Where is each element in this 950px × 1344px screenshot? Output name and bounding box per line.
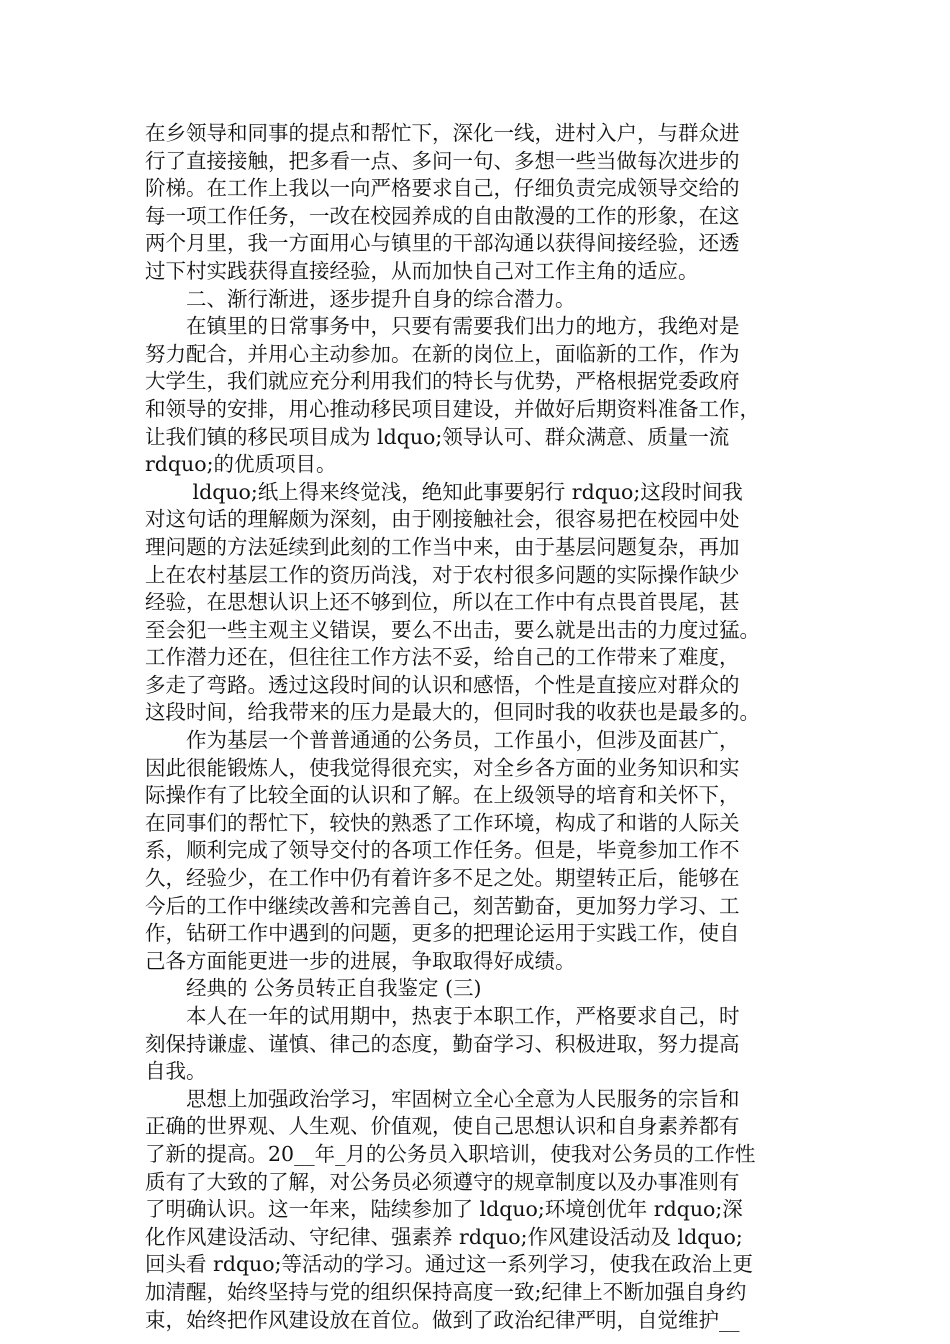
document-line: ldquo;纸上得来终觉浅，绝知此事要躬行 rdquo;这段时间我 xyxy=(145,479,743,504)
document-line: 系，顺利完成了领导交付的各项工作任务。但是，毕竟参加工作不 xyxy=(145,838,740,863)
document-line: 和领导的安排，用心推动移民项目建设，并做好后期资料准备工作， xyxy=(145,396,760,421)
document-line: 因此很能锻炼人，使我觉得很充实，对全乡各方面的业务知识和实 xyxy=(145,755,740,780)
document-line: 过下村实践获得直接经验，从而加快自己对工作主角的适应。 xyxy=(145,258,699,283)
document-line: 质有了大致的了解，对公务员必须遵守的规章制度以及办事准则有 xyxy=(145,1169,740,1194)
document-line: 对这句话的理解颇为深刻，由于刚接触社会，很容易把在校园中处 xyxy=(145,507,740,532)
document-line: 两个月里，我一方面用心与镇里的干部沟通以获得间接经验，还透 xyxy=(145,231,740,256)
document-line: rdquo;的优质项目。 xyxy=(145,452,337,477)
document-line: 让我们镇的移民项目成为 ldquo;领导认可、群众满意、质量一流 xyxy=(145,424,730,449)
document-line: 行了直接接触，把多看一点、多问一句、多想一些当做每次进步的 xyxy=(145,148,740,173)
document-line: 至会犯一些主观主义错误，要么不出击，要么就是出击的力度过猛。 xyxy=(145,617,760,642)
document-line: 上在农村基层工作的资历尚浅，对于农村很多问题的实际操作缺少 xyxy=(145,562,740,587)
document-line: 今后的工作中继续改善和完善自己，刻苦勤奋，更加努力学习、工 xyxy=(145,893,740,918)
document-line: 在镇里的日常事务中，只要有需要我们出力的地方，我绝对是 xyxy=(145,314,740,339)
document-line: 正确的世界观、人生观、价值观，使自己思想认识和自身素养都有 xyxy=(145,1114,740,1139)
document-line: 每一项工作任务，一改在校园养成的自由散漫的工作的形象，在这 xyxy=(145,203,740,228)
document-line: 经验，在思想认识上还不够到位，所以在工作中有点畏首畏尾，甚 xyxy=(145,590,740,615)
document-line: 己各方面能更进一步的进展，争取取得好成绩。 xyxy=(145,948,576,973)
document-line: 际操作有了比较全面的认识和了解。在上级领导的培育和关怀下， xyxy=(145,783,740,808)
document-line: 在乡领导和同事的提点和帮忙下，深化一线，进村入户，与群众进 xyxy=(145,121,740,145)
document-line: 这段时间，给我带来的压力是最大的，但同时我的收获也是最多的。 xyxy=(145,700,760,725)
document-line: 了新的提高。20__年_月的公务员入职培训，使我对公务员的工作性 xyxy=(145,1141,756,1166)
document-line: 久，经验少，在工作中仍有着许多不足之处。期望转正后，能够在 xyxy=(145,866,740,891)
document-line: 在同事们的帮忙下，较快的熟悉了工作环境，构成了和谐的人际关 xyxy=(145,810,740,835)
document-line: 束，始终把作风建设放在首位。做到了政治纪律严明，自觉维护__ xyxy=(145,1307,740,1332)
document-line: 思想上加强政治学习，牢固树立全心全意为人民服务的宗旨和 xyxy=(145,1086,740,1111)
document-line: 了明确认识。这一年来，陆续参加了 ldquo;环境创优年 rdquo;深 xyxy=(145,1197,743,1222)
document-line: 加清醒，始终坚持与党的组织保持高度一致;纪律上不断加强自身约 xyxy=(145,1279,747,1304)
document-line: 作，钻研工作中遇到的问题，更多的把理论运用于实践工作，使自 xyxy=(145,921,740,946)
document-line: 理问题的方法延续到此刻的工作当中来，由于基层问题复杂，再加 xyxy=(145,534,740,559)
document-line: 回头看 rdquo;等活动的学习。通过这一系列学习，使我在政治上更 xyxy=(145,1252,754,1277)
document-body xyxy=(145,120,825,1334)
document-line: 阶梯。在工作上我以一向严格要求自己，仔细负责完成领导交给的 xyxy=(145,176,740,201)
document-line: 经典的 公务员转正自我鉴定 (三) xyxy=(145,976,482,1001)
document-line: 多走了弯路。透过这段时间的认识和感悟，个性是直接应对群众的 xyxy=(145,672,740,697)
document-line: 努力配合，并用心主动参加。在新的岗位上，面临新的工作，作为 xyxy=(145,341,740,366)
document-line: 自我。 xyxy=(145,1059,207,1084)
document-line: 大学生，我们就应充分利用我们的特长与优势，严格根据党委政府 xyxy=(145,369,740,394)
document-line: 刻保持谦虚、谨慎、律己的态度，勤奋学习、积极进取，努力提高 xyxy=(145,1031,740,1056)
document-line: 作为基层一个普普通通的公务员，工作虽小，但涉及面甚广， xyxy=(145,728,740,753)
document-line: 本人在一年的试用期中，热衷于本职工作，严格要求自己，时 xyxy=(145,1004,740,1028)
document-line: 工作潜力还在，但往往工作方法不妥，给自己的工作带来了难度， xyxy=(145,645,740,670)
document-line: 化作风建设活动、守纪律、强素养 rdquo;作风建设活动及 ldquo; xyxy=(145,1224,743,1249)
document-line: 二、渐行渐进，逐步提升自身的综合潜力。 xyxy=(145,286,576,311)
